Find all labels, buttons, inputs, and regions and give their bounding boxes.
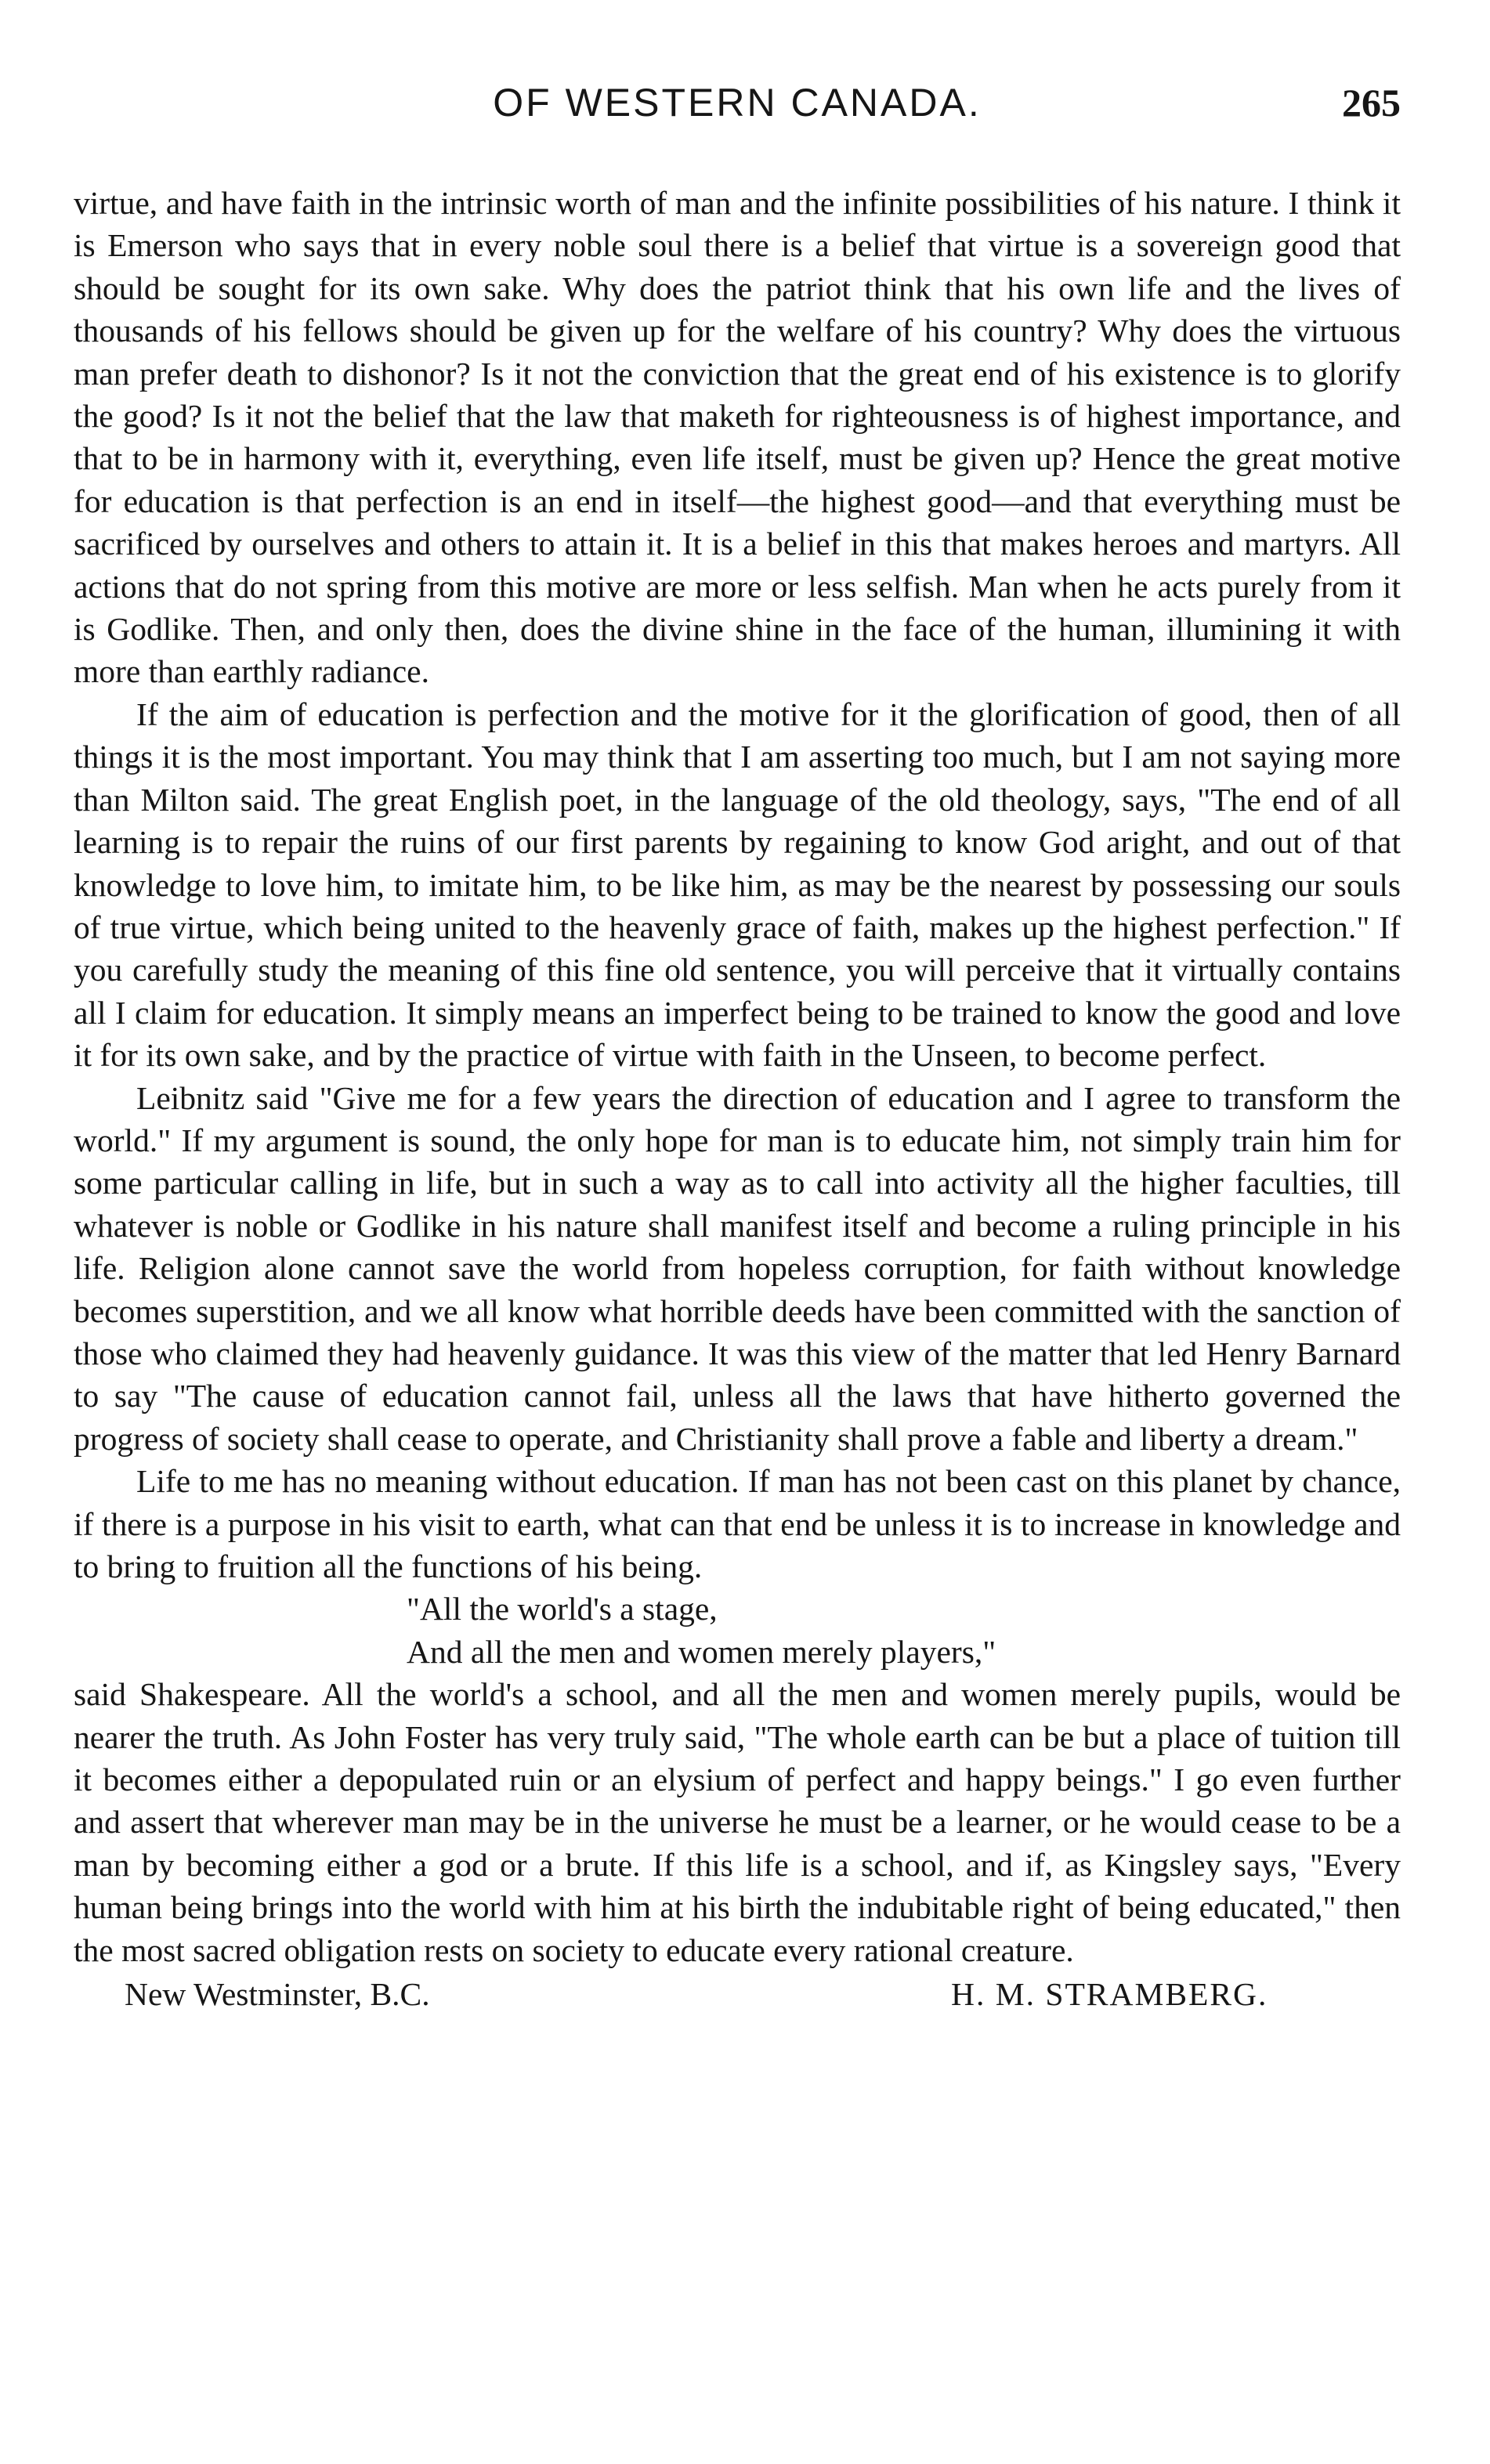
page-header (74, 75, 1401, 130)
article-body (74, 182, 1401, 1971)
paragraph-4: Life to me has no meaning without education. If man has not been cast on this planet by chance, if there is a purpose in his visit to earth, what can that end be unless it is to increase in knowledge and to bring to fruition all the functions of his being. (74, 1463, 1401, 1584)
signature-author: H. M. STRAMBERG. (951, 1976, 1268, 2013)
verse-line-1: "All the world's a stage, (407, 1591, 718, 1628)
document-page (74, 75, 1401, 2020)
page-number: 265 (1342, 81, 1401, 125)
running-title: OF WESTERN CANADA. (493, 81, 982, 125)
paragraph-2: If the aim of education is perfection and the motive for it the glorification of good, then of all things it is the most important. You may think that I am asserting too much, but I am not saying more than Milton said. The great English poet, in the language of the old theology, says, "The end of all learning is to repair the ruins of our first parents by regaining to know God aright, and out of that knowledge to love him, to imitate him, to be like him, as may be the nearest by possessing our souls of true virtue, which being united to the heavenly grace of faith, makes up the highest perfection." If you carefully study the meaning of this fine old sentence, you will perceive that it virtually contains all I claim for education. It simply means an imperfect being to be trained to know the good and love it for its own sake, and by the practice of virtue with faith in the Unseen, to become perfect. (74, 695, 1401, 1074)
signature-line (74, 1973, 1401, 2020)
verse-line-2: And all the men and women merely players," (407, 1633, 996, 1670)
paragraph-3: Leibnitz said "Give me for a few years the direction of education and I agree to transform the world." If my argument is sound, the only hope for man is to educate him, not simply train him for some particular calling in life, but in such a way as to call into activity all the higher faculties, till whatever is noble or Godlike in his nature shall manifest itself and become a ruling principle in his life. Religion alone cannot save the world from hopeless corruption, for faith without knowledge becomes superstition, and we all know what horrible deeds have been committed with the sanction of those who claimed they had heavenly guidance. It was this view of the matter that led Henry Barnard to say "The cause of education cannot fail, unless all the laws that have hitherto governed the progress of society shall cease to operate, and Christianity shall prove a fable and liberty a dream." (74, 1079, 1401, 1457)
shakespeare-quote (74, 1588, 1401, 1673)
signature-place: New Westminster, B.C. (125, 1976, 430, 2013)
paragraph-1: virtue, and have faith in the intrinsic worth of man and the infinite possibilities of his nature. I think it is Emerson who says that in every noble soul there is a belief that virtue is a sovereign good that should be sought for its own sake. Why does the patriot think that his own life and the lives of thousands of his fellows should be given up for the welfare of his country? Why does the virtuous man prefer death to dishonor? Is it not the conviction that the great end of his existence is to glorify the good? Is it not the belief that the law that maketh for righteousness is of highest importance, and that to be in harmony with it, everything, even life itself, must be given up? Hence the great motive for education is that perfection is an end in itself—the highest good—and that everything must be sacrificed by ourselves and others to attain it. It is a belief in this that makes heroes and martyrs. All actions that do not spring from this motive are more or less selfish. Man when he acts purely from it is Godlike. Then, and only then, does the divine shine in the face of the human, illumining it with more than earthly radiance. (74, 185, 1401, 690)
paragraph-5: said Shakespeare. All the world's a school, and all the men and women merely pupils, would be nearer the truth. As John Foster has very truly said, "The whole earth can be but a place of tuition till it becomes either a depopulated ruin or an elysium of perfect and happy beings." I go even further and assert that wherever man may be in the universe he must be a learner, or he would cease to be a man by becoming either a god or a brute. If this life is a school, and if, as Kingsley says, "Every human being brings into the world with him at his birth the indubitable right of being educated," then the most sacred obligation rests on society to educate every rational creature. (74, 1676, 1401, 1968)
